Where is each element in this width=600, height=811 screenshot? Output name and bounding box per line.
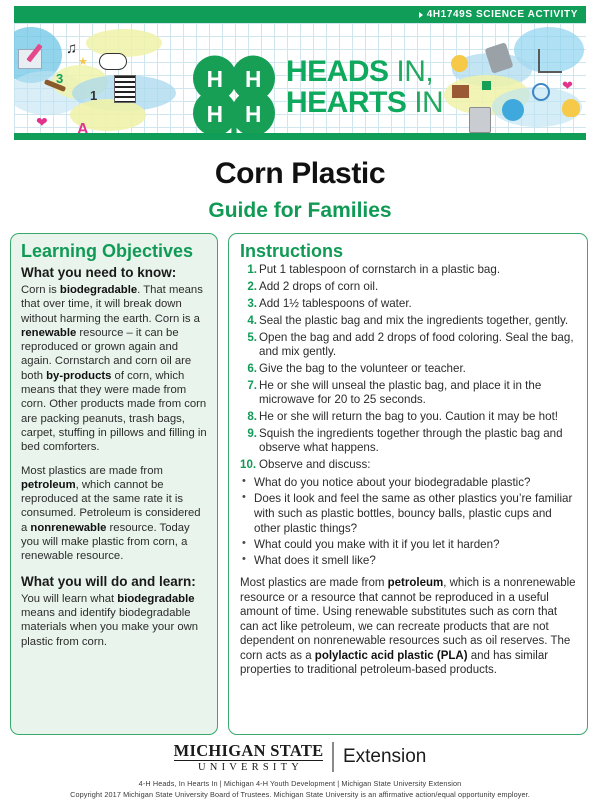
top-green-bar: [14, 6, 586, 23]
instruction-step: [240, 379, 577, 408]
banner-bottom-rule: [14, 133, 586, 140]
msu-line-1: MICHIGAN STATE: [173, 741, 324, 760]
step-text: He or she will unseal the plastic bag, and place it in the microwave for 20 to 25 seconds.: [259, 378, 542, 407]
4h-clover-icon: [190, 52, 278, 133]
instruction-step: [240, 458, 577, 472]
footer-credits: 4-H Heads, In Hearts In | Michigan 4-H Youth Development | Michigan State University Extension: [138, 779, 462, 788]
globe-icon: [502, 99, 524, 121]
step-number: 8.: [247, 410, 257, 424]
step-text: Put 1 tablespoon of cornstarch in a plastic bag.: [259, 263, 501, 276]
instruction-steps-list: [240, 263, 577, 473]
ruled-paper-icon: [114, 75, 136, 103]
step-text: Observe and discuss:: [259, 458, 371, 472]
step-text: Add 2 drops of corn oil.: [259, 279, 379, 293]
step-number: 9.: [247, 427, 257, 441]
star-icon-left: ★: [78, 56, 88, 68]
svg-text:H: H: [245, 100, 262, 127]
logo-divider: [332, 742, 334, 772]
wordmark-heads: HEADS: [286, 55, 389, 88]
svg-text:H: H: [245, 65, 262, 92]
activity-code-label: 4H1749S SCIENCE ACTIVITY: [426, 9, 578, 20]
instruction-step: [240, 297, 577, 311]
lo-paragraph-1: Corn is biodegradable. That means that over time, it will break down without harming the earth. Corn is a renewable resource – it can be reproduced or grown again and again. Cornstarch and corn oil are both by-products of corn, which means that they were made from corn. Other products made from corn are packing peanuts, trash bags, carpet, stuffing in pillows and filling in bed comforters.: [21, 284, 207, 454]
step-text: He or she will return the bag to you. Caution it may be hot!: [259, 410, 559, 424]
step-number: 7.: [247, 378, 257, 392]
instructions-heading: Instructions: [240, 241, 344, 261]
magnifier-icon: [532, 83, 550, 101]
step-number: 5.: [247, 330, 257, 344]
heads-in-hearts-in-wordmark: [286, 56, 466, 118]
heart-icon-right: ❤: [562, 78, 573, 93]
step-number: 6.: [247, 361, 257, 375]
step-text: Open the bag and add 2 drops of food coloring. Seal the bag, and mix gently.: [259, 330, 574, 359]
instruction-step: [240, 314, 577, 328]
step-number: 3.: [247, 296, 257, 310]
lo-paragraph-3: You will learn what biodegradable means and identify biodegradable materials when you make your own plastic from corn.: [21, 592, 199, 648]
step-text: Squish the ingredients together through the plastic bag and observe what happens.: [259, 427, 563, 455]
discussion-question: • What could you make with it if you let it harden?: [240, 537, 577, 552]
letter-a-icon: A: [77, 121, 89, 133]
triangle-bullet-icon: [419, 12, 423, 18]
page-subtitle: Guide for Families: [208, 199, 392, 222]
wordmark-in-1: IN,: [396, 55, 434, 88]
discussion-question: • Does it look and feel the same as other plastics you’re familiar with such as plastic bottles, bouncy balls, plastic cups and other plastic things?: [240, 491, 577, 536]
lightbulb-icon: [562, 99, 580, 117]
msu-wordmark: [174, 742, 324, 774]
cloud-icon: [99, 53, 127, 70]
step-text: Give the bag to the volunteer or teacher.: [259, 361, 466, 375]
what-you-will-do-heading: What you will do and learn:: [21, 573, 196, 589]
heart-icon-left: ❤: [36, 114, 48, 130]
msu-extension-logo: [0, 742, 600, 774]
instruction-step: [240, 331, 577, 360]
wordmark-in-2: IN: [414, 86, 444, 119]
green-square-icon: [482, 81, 491, 90]
digit-3-icon: 3: [56, 71, 64, 86]
step-number: 4.: [247, 313, 257, 327]
instructions-closing-paragraph: Most plastics are made from petroleum, which is a nonrenewable resource or a resource that cannot be reproduced in a useful amount of time. Using renewable substitutes such as corn that can act like petroleum, we can recreate products that are not dependent on nonrenewable resources such as oil reserves. The corn acts as a polylactic acid plastic (PLA) and has similar properties to traditional petroleum-based products.: [240, 577, 576, 677]
instruction-step: [240, 427, 577, 456]
sunflower-icon: [451, 55, 468, 72]
discussion-question: • What do you notice about your biodegradable plastic?: [240, 475, 577, 490]
svg-text:H: H: [206, 100, 223, 127]
what-you-need-to-know-heading: What you need to know:: [21, 265, 177, 280]
page-title: Corn Plastic: [214, 157, 386, 190]
wordmark-line-2: [286, 87, 466, 118]
hero-banner: [14, 23, 586, 133]
instruction-step: [240, 362, 577, 376]
wordmark-hearts: HEARTS: [286, 86, 407, 119]
instruction-step: [240, 280, 577, 294]
calculator-icon: [469, 107, 491, 133]
instruction-step: [240, 410, 577, 424]
instructions-panel: [228, 233, 588, 735]
discussion-questions-list: [240, 475, 577, 568]
footer-copyright: Copyright 2017 Michigan State University Board of Trustees. Michigan State University is an affirmative action/equal opportunity employer.: [70, 790, 530, 799]
music-note-icon: ♫: [66, 40, 78, 57]
graph-axes-icon: [538, 49, 562, 73]
step-number: 1.: [247, 263, 257, 276]
discussion-question: • What does it smell like?: [240, 553, 577, 568]
wordmark-line-1: [286, 56, 466, 87]
svg-text:H: H: [206, 65, 223, 92]
flower-pot-icon: [452, 85, 469, 98]
step-number: 2.: [247, 279, 257, 293]
step-number: 10.: [240, 458, 257, 472]
instruction-step: [240, 263, 577, 277]
msu-line-2: UNIVERSITY: [198, 762, 304, 773]
step-text: Seal the plastic bag and mix the ingredients together, gently.: [259, 313, 569, 327]
lo-paragraph-2: Most plastics are made from petroleum, which cannot be reproduced at the same rate it is consumed. Petroleum is considered a nonrenewable resource. Today you will make plastic from corn, a renewable resource.: [21, 464, 201, 563]
decor-blob-yellow-left: [86, 29, 162, 57]
digit-1-icon: 1: [90, 88, 98, 103]
extension-label: Extension: [342, 746, 427, 767]
learning-objectives-panel: [10, 233, 218, 735]
step-text: Add 1½ tablespoons of water.: [259, 296, 412, 310]
learning-objectives-heading: Learning Objectives: [21, 241, 194, 261]
